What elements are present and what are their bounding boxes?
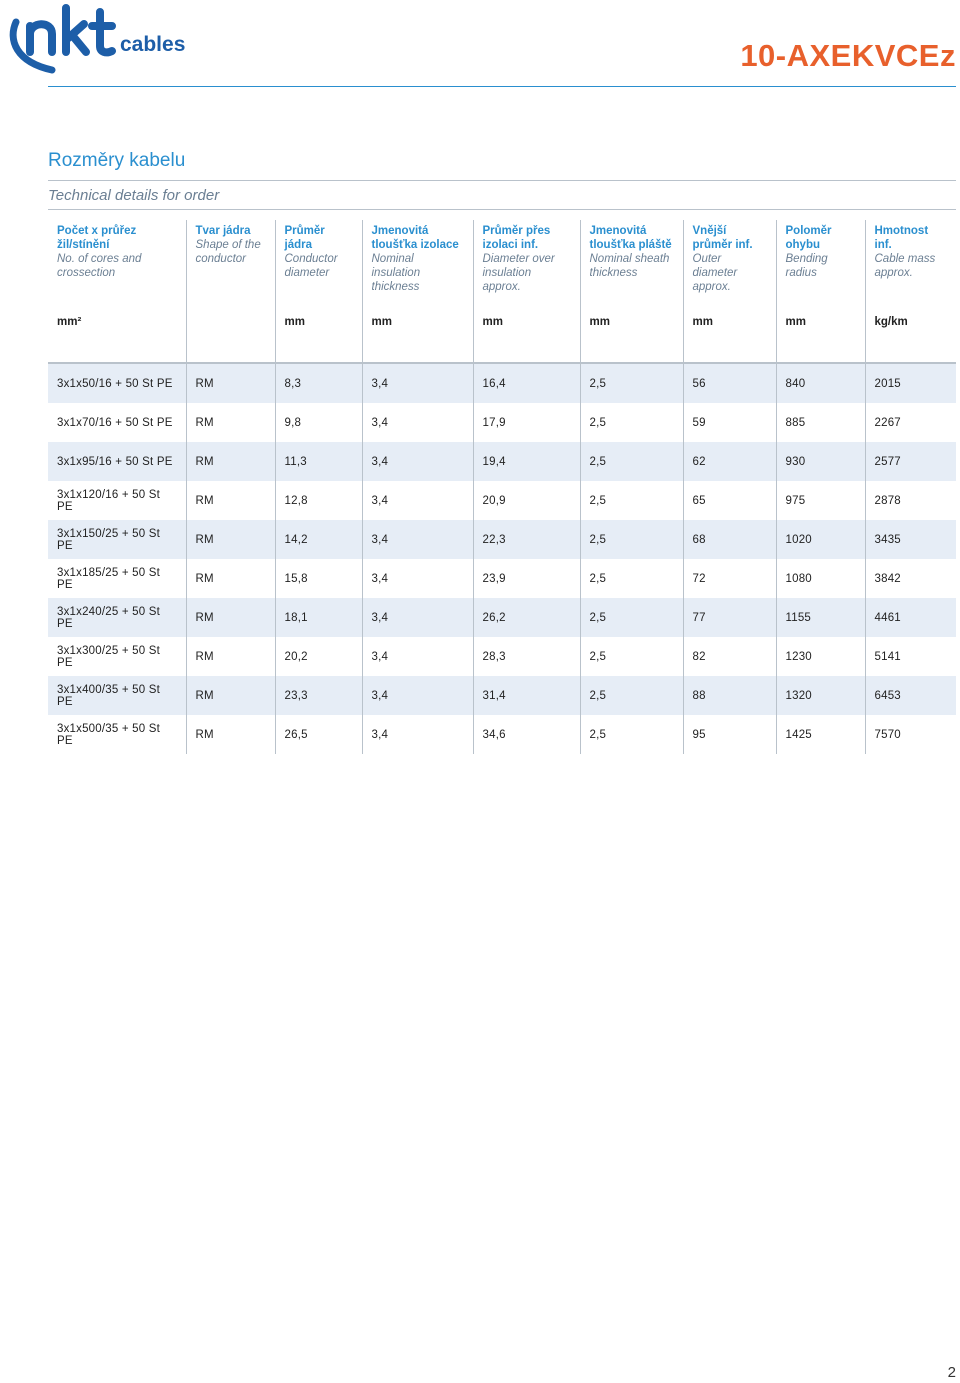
cell-bending-radius: 840 <box>776 363 865 403</box>
table-row <box>48 442 956 481</box>
cell-insulation-thickness: 3,4 <box>362 403 473 442</box>
cell-shape: RM <box>186 363 275 403</box>
cell-cores: 3x1x400/35 + 50 St PE <box>48 676 186 715</box>
cell-sheath-thickness: 2,5 <box>580 637 683 676</box>
header-label-cz: Průměr přes izolaci inf. <box>482 225 551 251</box>
cell-diameter-over-insulation: 31,4 <box>473 676 580 715</box>
cell-sheath-thickness: 2,5 <box>580 520 683 559</box>
cell-diameter-over-insulation: 34,6 <box>473 715 580 754</box>
cell-cores: 3x1x50/16 + 50 St PE <box>48 363 186 403</box>
cell-cable-mass: 2267 <box>874 416 901 429</box>
cell-cores: 3x1x120/16 + 50 St PE <box>48 481 186 520</box>
section-divider <box>48 180 956 181</box>
cell-cable-mass: 2015 <box>865 363 956 403</box>
cell-cores: 3x1x95/16 + 50 St PE <box>48 442 186 481</box>
cell-shape: RM <box>186 598 275 637</box>
cell-outer-diameter: 82 <box>683 637 776 676</box>
cell-sheath-thickness: 2,5 <box>580 598 683 637</box>
column-header-outer-diameter <box>683 220 776 298</box>
cell-cores: 3x1x500/35 + 50 St PE <box>48 715 186 754</box>
unit-cell: mm <box>683 298 776 363</box>
cell-conductor-diameter: 14,2 <box>275 520 362 559</box>
cell-outer-diameter: 68 <box>683 520 776 559</box>
unit-cell: mm² <box>48 298 186 363</box>
cell-diameter-over-insulation: 23,9 <box>473 559 580 598</box>
cell-cores: 3x1x300/25 + 50 St PE <box>48 637 186 676</box>
cell-bending-radius: 930 <box>776 442 865 481</box>
table-row <box>48 715 956 754</box>
cell-cores: 3x1x70/16 + 50 St PE <box>48 403 186 442</box>
cell-conductor-diameter: 15,8 <box>275 559 362 598</box>
header-label-cz: Poloměr ohybu <box>785 225 832 251</box>
cell-cable-mass: 4461 <box>865 598 956 637</box>
header-label-cz: Hmotnost inf. <box>874 225 929 251</box>
cell-insulation-thickness: 3,4 <box>362 715 473 754</box>
cell-cores: 3x1x240/25 + 50 St PE <box>48 598 186 637</box>
section-divider <box>48 209 956 210</box>
table-row <box>48 559 956 598</box>
cell-insulation-thickness: 3,4 <box>362 676 473 715</box>
cell-outer-diameter: 95 <box>683 715 776 754</box>
column-header-cores <box>48 220 186 298</box>
cell-diameter-over-insulation: 20,9 <box>473 481 580 520</box>
cell-cable-mass: 3842 <box>874 572 901 585</box>
cell-sheath-thickness: 2,5 <box>580 676 683 715</box>
cell-outer-diameter: 88 <box>683 676 776 715</box>
cell-conductor-diameter: 26,5 <box>275 715 362 754</box>
cell-cable-mass: 2878 <box>874 494 901 507</box>
cell-sheath-thickness: 2,5 <box>580 363 683 403</box>
table-row <box>48 598 956 637</box>
page-number: 2 <box>947 1364 956 1381</box>
header-label-cz: Jmenovitá tloušťka izolace <box>371 225 459 251</box>
cell-insulation-thickness: 3,4 <box>362 442 473 481</box>
cell-bending-radius: 975 <box>776 481 865 520</box>
unit-cell: mm <box>275 298 362 363</box>
cell-cable-mass: 7570 <box>874 728 901 741</box>
cell-insulation-thickness: 3,4 <box>362 637 473 676</box>
technical-details-table <box>48 220 956 754</box>
column-header-bending-radius <box>776 220 865 298</box>
cell-shape: RM <box>186 559 275 598</box>
cell-shape: RM <box>186 676 275 715</box>
cell-insulation-thickness: 3,4 <box>362 598 473 637</box>
table-header-row <box>48 220 956 298</box>
cell-insulation-thickness: 3,4 <box>362 363 473 403</box>
cell-bending-radius: 1080 <box>776 559 865 598</box>
header-label-cz: Počet x průřez žil/stínění <box>57 225 137 251</box>
cell-outer-diameter: 62 <box>683 442 776 481</box>
table-units-row <box>48 298 956 363</box>
cell-diameter-over-insulation: 22,3 <box>473 520 580 559</box>
header-label-cz: Jmenovitá tloušťka pláště <box>589 225 672 251</box>
cell-outer-diameter: 65 <box>683 481 776 520</box>
table-row <box>48 363 956 403</box>
section-subtitle: Technical details for order <box>48 187 220 204</box>
cell-sheath-thickness: 2,5 <box>580 715 683 754</box>
section-title: Rozměry kabelu <box>48 150 186 171</box>
table-row <box>48 403 956 442</box>
header-label-en: Bending radius <box>785 253 828 279</box>
column-header-diameter-over-insulation <box>473 220 580 298</box>
header-label-en: Cable mass approx. <box>874 253 936 279</box>
header-label-cz: Vnější průměr inf. <box>692 225 753 251</box>
cell-insulation-thickness: 3,4 <box>362 481 473 520</box>
cell-shape: RM <box>186 481 275 520</box>
unit-cell: mm <box>362 298 473 363</box>
unit-cell: kg/km <box>865 298 956 363</box>
document-title: 10-AXEKVCEz <box>740 38 956 73</box>
cell-sheath-thickness: 2,5 <box>580 403 683 442</box>
cell-insulation-thickness: 3,4 <box>362 520 473 559</box>
cell-diameter-over-insulation: 16,4 <box>473 363 580 403</box>
cell-outer-diameter: 72 <box>683 559 776 598</box>
header-label-en: Outer diameter approx. <box>692 253 738 293</box>
unit-cell <box>186 298 275 363</box>
cell-bending-radius: 885 <box>776 403 865 442</box>
cell-bending-radius: 1155 <box>776 598 865 637</box>
column-header-insulation-thickness <box>362 220 473 298</box>
cell-cores: 3x1x150/25 + 50 St PE <box>48 520 186 559</box>
header-label-en: Nominal sheath thickness <box>589 253 670 279</box>
cell-shape: RM <box>186 715 275 754</box>
cell-diameter-over-insulation: 26,2 <box>473 598 580 637</box>
header-label-en: Conductor diameter <box>284 253 338 279</box>
table-row <box>48 637 956 676</box>
table-row <box>48 676 956 715</box>
header-label-en: Diameter over insulation approx. <box>482 253 555 293</box>
cell-conductor-diameter: 12,8 <box>275 481 362 520</box>
cell-shape: RM <box>186 442 275 481</box>
cell-bending-radius: 1020 <box>776 520 865 559</box>
cell-outer-diameter: 77 <box>683 598 776 637</box>
header-label-cz: Průměr jádra <box>284 225 325 251</box>
cell-cable-mass: 3435 <box>865 520 956 559</box>
unit-cell: mm <box>776 298 865 363</box>
cell-cable-mass: 5141 <box>874 650 901 663</box>
column-header-sheath-thickness <box>580 220 683 298</box>
cell-outer-diameter: 59 <box>683 403 776 442</box>
header-label-cz: Tvar jádra <box>195 225 251 237</box>
table-row <box>48 481 956 520</box>
cell-outer-diameter: 56 <box>683 363 776 403</box>
unit-cell: mm <box>580 298 683 363</box>
cell-bending-radius: 1230 <box>776 637 865 676</box>
unit-cell: mm <box>473 298 580 363</box>
cell-cable-mass: 2577 <box>865 442 956 481</box>
table-row <box>48 520 956 559</box>
cell-cable-mass: 6453 <box>865 676 956 715</box>
svg-text:cables: cables <box>120 33 186 56</box>
cell-cores: 3x1x185/25 + 50 St PE <box>48 559 186 598</box>
header-divider <box>48 86 956 87</box>
cell-conductor-diameter: 9,8 <box>275 403 362 442</box>
cell-diameter-over-insulation: 19,4 <box>473 442 580 481</box>
cell-conductor-diameter: 20,2 <box>275 637 362 676</box>
cell-diameter-over-insulation: 28,3 <box>473 637 580 676</box>
cell-conductor-diameter: 23,3 <box>275 676 362 715</box>
cell-diameter-over-insulation: 17,9 <box>473 403 580 442</box>
cell-conductor-diameter: 8,3 <box>275 363 362 403</box>
column-header-shape <box>186 220 275 298</box>
cell-sheath-thickness: 2,5 <box>580 559 683 598</box>
cell-sheath-thickness: 2,5 <box>580 481 683 520</box>
cell-conductor-diameter: 18,1 <box>275 598 362 637</box>
cell-insulation-thickness: 3,4 <box>362 559 473 598</box>
cell-sheath-thickness: 2,5 <box>580 442 683 481</box>
cell-shape: RM <box>186 520 275 559</box>
header-label-en: Nominal insulation thickness <box>371 253 421 293</box>
cell-bending-radius: 1425 <box>776 715 865 754</box>
cell-conductor-diameter: 11,3 <box>275 442 362 481</box>
nkt-logo-mark <box>8 4 198 74</box>
cell-bending-radius: 1320 <box>776 676 865 715</box>
header-label-en: No. of cores and crossection <box>57 253 142 279</box>
nkt-cables-logo <box>8 4 198 74</box>
column-header-cable-mass <box>865 220 956 298</box>
cell-shape: RM <box>186 403 275 442</box>
cell-shape: RM <box>186 637 275 676</box>
column-header-conductor-diameter <box>275 220 362 298</box>
header-label-en: Shape of the conductor <box>195 239 261 265</box>
